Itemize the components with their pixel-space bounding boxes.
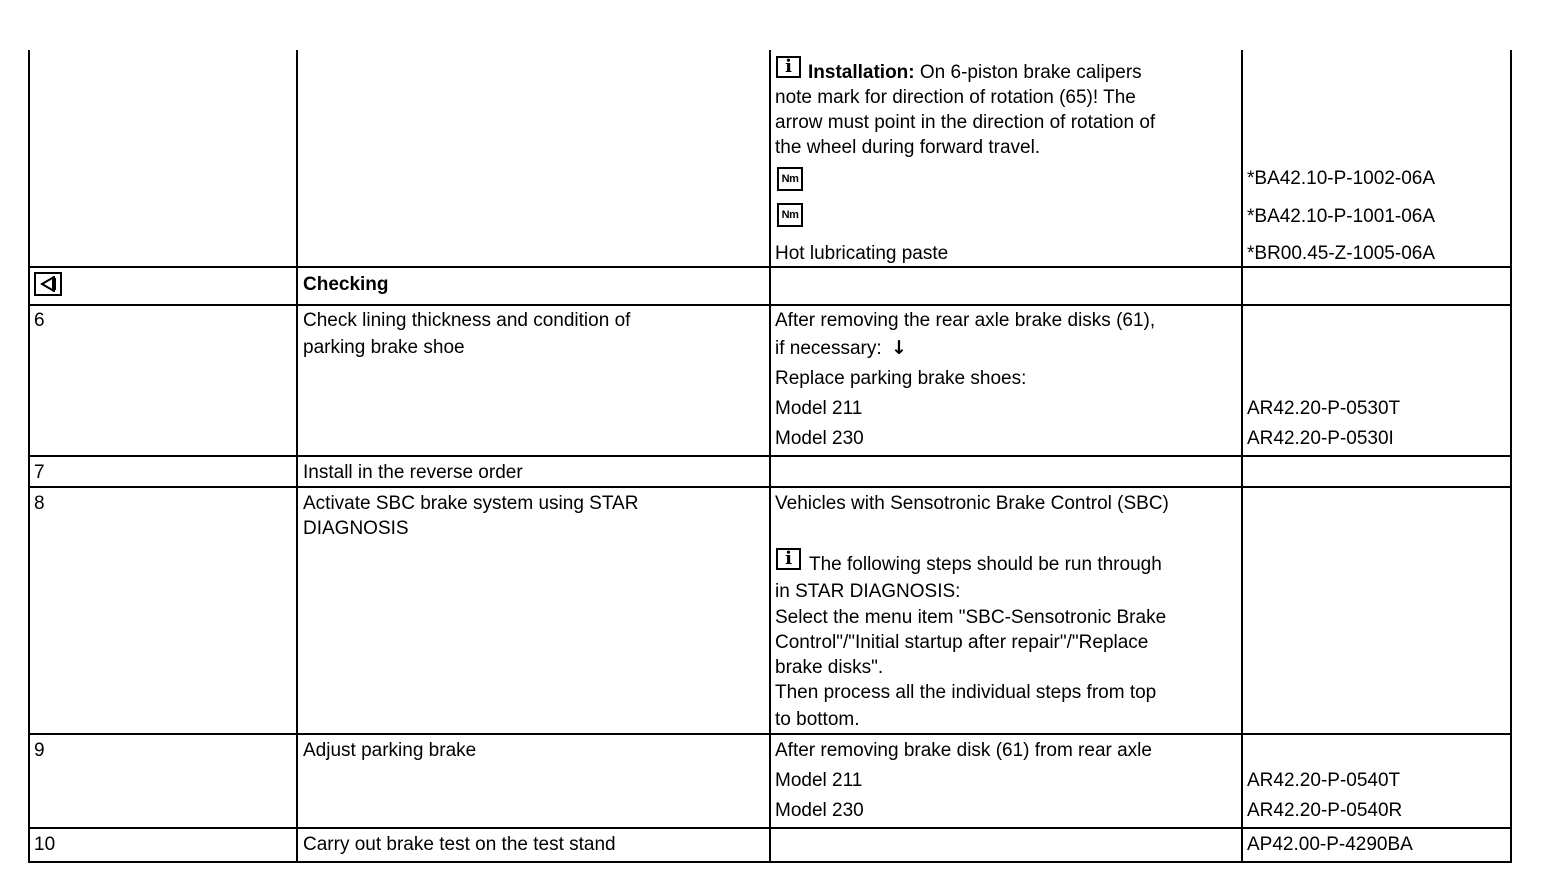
back-arrow-icon [34, 272, 62, 296]
installation-text: On 6-piston brake calipers [919, 62, 1142, 83]
torque-icon: Nm [777, 167, 803, 191]
step-ref[interactable]: AP42.00-P-4290BA [1247, 834, 1413, 855]
step-ref[interactable]: AR42.20-P-0530T [1247, 398, 1401, 419]
section-heading-checking: Checking [303, 274, 389, 295]
step-note: Model 230 [775, 428, 864, 449]
row-divider [28, 455, 1512, 457]
step-action: Activate SBC brake system using STAR [303, 493, 639, 514]
step-note: to bottom. [775, 709, 860, 730]
torque-ref[interactable]: *BA42.10-P-1002-06A [1247, 168, 1436, 189]
step-note: Model 211 [775, 770, 863, 791]
torque-ref[interactable]: *BA42.10-P-1001-06A [1247, 206, 1436, 227]
step-note [775, 337, 907, 360]
row-divider [28, 304, 1512, 306]
installation-label: Installation: [808, 62, 915, 83]
step-note: After removing brake disk (61) from rear axle [775, 740, 1152, 761]
step-note: in STAR DIAGNOSIS: [775, 581, 961, 602]
paste-ref[interactable]: *BR00.45-Z-1005-06A [1247, 243, 1435, 264]
torque-icon: Nm [777, 203, 803, 227]
installation-note-first-line [808, 62, 1142, 84]
step-number: 9 [34, 740, 45, 761]
step-number: 10 [34, 834, 56, 855]
step-action: Check lining thickness and condition of [303, 310, 631, 331]
installation-line: note mark for direction of rotation (65)! The [775, 87, 1136, 108]
step-note: Replace parking brake shoes: [775, 368, 1027, 389]
arrow-down-icon: ↓ [890, 337, 907, 359]
step-ref[interactable]: AR42.20-P-0530I [1247, 428, 1394, 449]
step-note: After removing the rear axle brake disks (61), [775, 310, 1156, 331]
installation-line: arrow must point in the direction of rotation of [775, 112, 1156, 133]
installation-line: the wheel during forward travel. [775, 137, 1041, 158]
table-border-bottom [28, 861, 1512, 863]
step-note: Vehicles with Sensotronic Brake Control (SBC) [775, 493, 1169, 514]
step-note: Model 211 [775, 398, 863, 419]
step-note: Then process all the individual steps from top [775, 682, 1157, 703]
step-action: parking brake shoe [303, 337, 465, 358]
info-icon: i [776, 548, 801, 570]
step-action: DIAGNOSIS [303, 518, 409, 539]
paste-label: Hot lubricating paste [775, 243, 949, 264]
step-ref[interactable]: AR42.20-P-0540T [1247, 770, 1401, 791]
step-number: 8 [34, 493, 45, 514]
step-action: Install in the reverse order [303, 462, 523, 483]
row-divider [28, 486, 1512, 488]
row-divider [28, 827, 1512, 829]
step-action: Adjust parking brake [303, 740, 477, 761]
step-note: Model 230 [775, 800, 864, 821]
step-note: Select the menu item "SBC-Sensotronic Brake [775, 607, 1167, 628]
step-number: 6 [34, 310, 45, 331]
step-note: brake disks". [775, 657, 884, 678]
step-ref[interactable]: AR42.20-P-0540R [1247, 800, 1403, 821]
step-note: The following steps should be run through [809, 554, 1162, 575]
step-action: Carry out brake test on the test stand [303, 834, 616, 855]
step-number: 7 [34, 462, 45, 483]
step-note-text: if necessary: [775, 338, 882, 359]
row-divider [28, 266, 1512, 268]
info-icon: i [776, 56, 801, 78]
step-note: Control"/"Initial startup after repair"/"Replace [775, 632, 1149, 653]
row-divider [28, 733, 1512, 735]
